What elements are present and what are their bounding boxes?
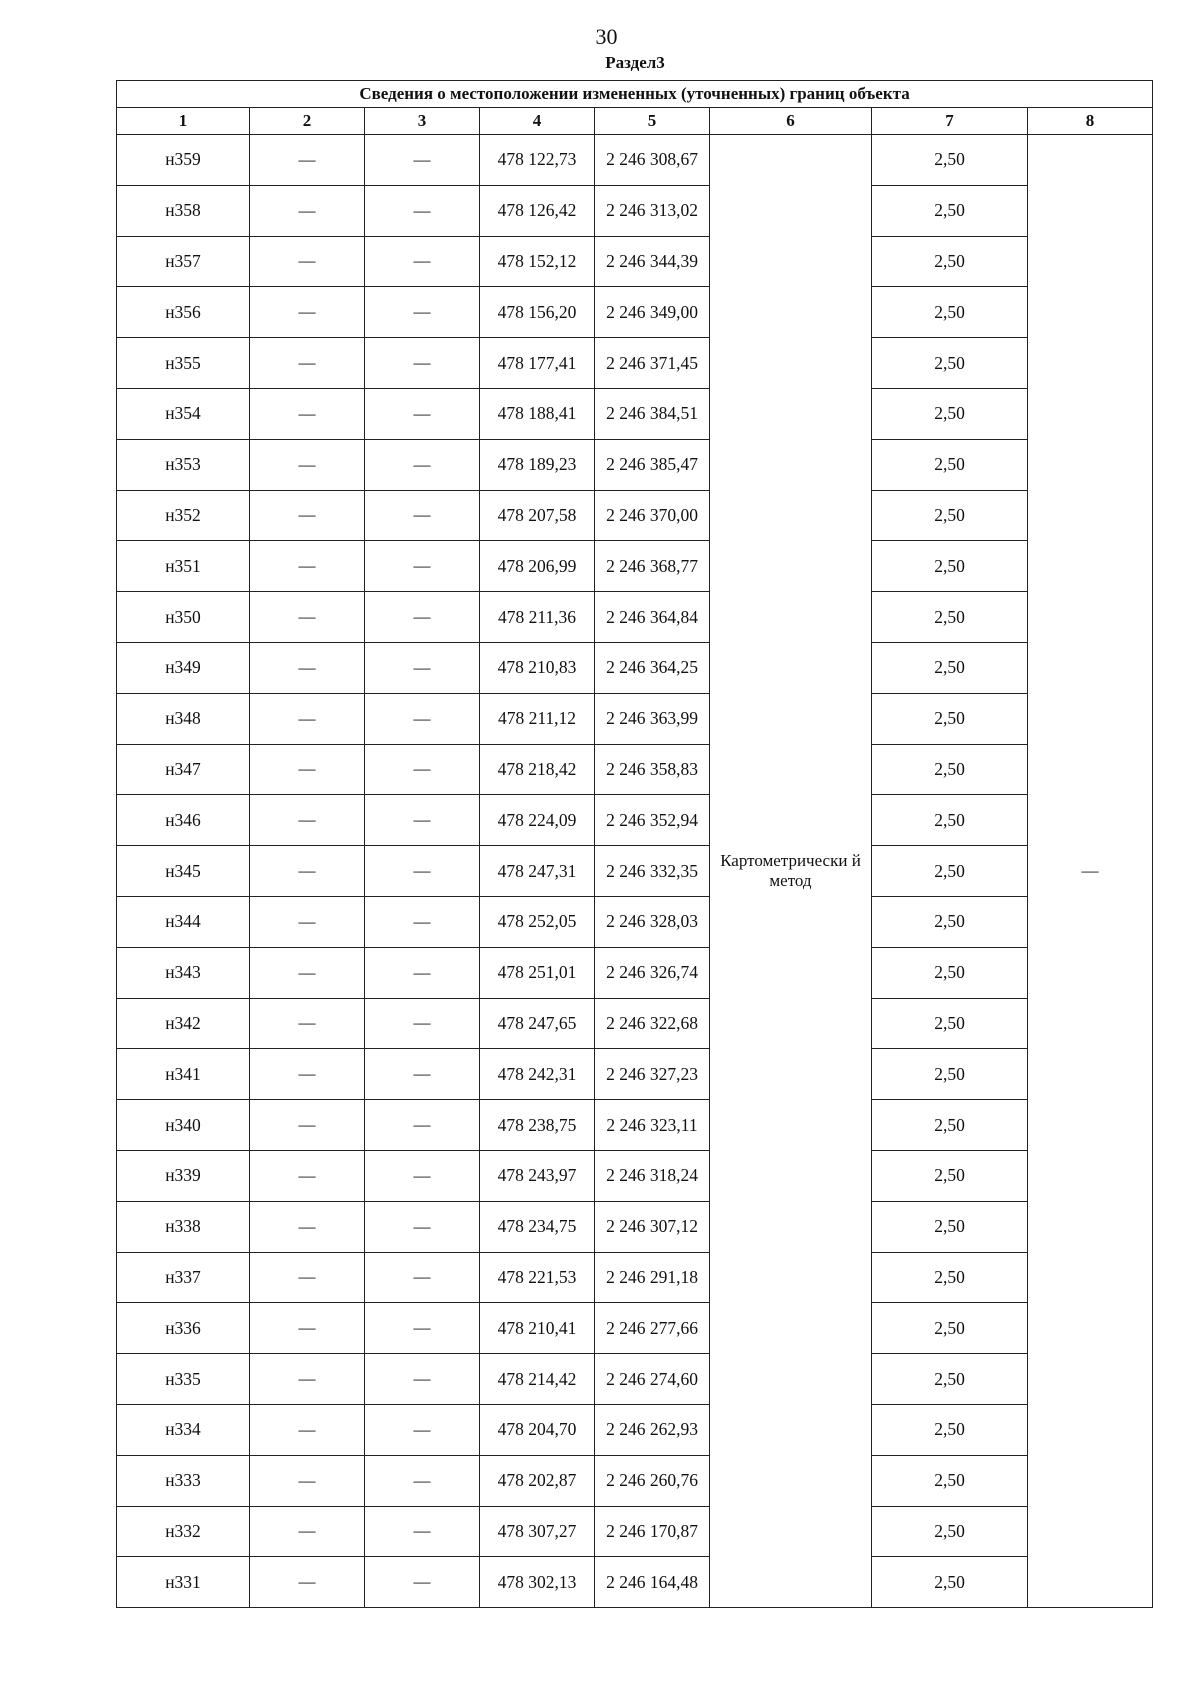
y-coordinate-cell: 2 246 364,84 [595,592,710,643]
col3-cell: — [365,1049,480,1100]
table-row [117,1201,1153,1252]
accuracy-cell: 2,50 [872,1455,1028,1506]
point-cell: н347 [117,744,250,795]
col3-cell: — [365,1150,480,1201]
point-cell: н346 [117,795,250,846]
y-coordinate-cell: 2 246 308,67 [595,135,710,186]
table-row [117,744,1153,795]
table-row [117,1100,1153,1151]
col2-cell: — [250,947,365,998]
table-row [117,287,1153,338]
x-coordinate-cell: 478 152,12 [480,236,595,287]
accuracy-cell: 2,50 [872,236,1028,287]
column-number-6: 6 [710,108,872,135]
x-coordinate-cell: 478 243,97 [480,1150,595,1201]
accuracy-cell: 2,50 [872,1150,1028,1201]
table-row [117,795,1153,846]
point-cell: н355 [117,338,250,389]
y-coordinate-cell: 2 246 291,18 [595,1252,710,1303]
y-coordinate-cell: 2 246 313,02 [595,185,710,236]
col3-cell: — [365,998,480,1049]
accuracy-cell: 2,50 [872,135,1028,186]
col2-cell: — [250,338,365,389]
point-cell: н356 [117,287,250,338]
x-coordinate-cell: 478 210,41 [480,1303,595,1354]
point-cell: н344 [117,896,250,947]
table-row [117,135,1153,186]
x-coordinate-cell: 478 238,75 [480,1100,595,1151]
col2-cell: — [250,795,365,846]
col2-cell: — [250,541,365,592]
y-coordinate-cell: 2 246 262,93 [595,1404,710,1455]
accuracy-cell: 2,50 [872,1100,1028,1151]
accuracy-cell: 2,50 [872,592,1028,643]
col2-cell: — [250,1354,365,1405]
point-cell: н349 [117,642,250,693]
col2-cell: — [250,1252,365,1303]
y-coordinate-cell: 2 246 326,74 [595,947,710,998]
col3-cell: — [365,896,480,947]
col8-cell: — [1028,135,1153,1608]
table-row [117,592,1153,643]
col3-cell: — [365,795,480,846]
table-row [117,490,1153,541]
col2-cell: — [250,642,365,693]
y-coordinate-cell: 2 246 349,00 [595,287,710,338]
x-coordinate-cell: 478 189,23 [480,439,595,490]
accuracy-cell: 2,50 [872,1354,1028,1405]
table-body [117,135,1153,1608]
accuracy-cell: 2,50 [872,287,1028,338]
y-coordinate-cell: 2 246 385,47 [595,439,710,490]
col2-cell: — [250,439,365,490]
point-cell: н353 [117,439,250,490]
col2-cell: — [250,287,365,338]
accuracy-cell: 2,50 [872,1252,1028,1303]
accuracy-cell: 2,50 [872,388,1028,439]
accuracy-cell: 2,50 [872,338,1028,389]
table-row [117,998,1153,1049]
point-cell: н340 [117,1100,250,1151]
x-coordinate-cell: 478 251,01 [480,947,595,998]
y-coordinate-cell: 2 246 358,83 [595,744,710,795]
accuracy-cell: 2,50 [872,439,1028,490]
x-coordinate-cell: 478 210,83 [480,642,595,693]
table-row [117,896,1153,947]
table-row [117,1252,1153,1303]
x-coordinate-cell: 478 207,58 [480,490,595,541]
x-coordinate-cell: 478 242,31 [480,1049,595,1100]
accuracy-cell: 2,50 [872,896,1028,947]
y-coordinate-cell: 2 246 323,11 [595,1100,710,1151]
col2-cell: — [250,185,365,236]
col2-cell: — [250,693,365,744]
column-number-7: 7 [872,108,1028,135]
table-row [117,1404,1153,1455]
x-coordinate-cell: 478 221,53 [480,1252,595,1303]
table-row [117,185,1153,236]
col3-cell: — [365,287,480,338]
table-row [117,846,1153,897]
column-number-3: 3 [365,108,480,135]
point-cell: н338 [117,1201,250,1252]
table-row [117,541,1153,592]
col3-cell: — [365,439,480,490]
table-row [117,1506,1153,1557]
x-coordinate-cell: 478 252,05 [480,896,595,947]
accuracy-cell: 2,50 [872,1404,1028,1455]
x-coordinate-cell: 478 211,12 [480,693,595,744]
col3-cell: — [365,185,480,236]
col2-cell: — [250,1201,365,1252]
col3-cell: — [365,1252,480,1303]
col3-cell: — [365,1100,480,1151]
col3-cell: — [365,846,480,897]
table-row [117,642,1153,693]
y-coordinate-cell: 2 246 277,66 [595,1303,710,1354]
col2-cell: — [250,490,365,541]
col3-cell: — [365,1201,480,1252]
col3-cell: — [365,1506,480,1557]
point-cell: н358 [117,185,250,236]
table-caption: Сведения о местоположении измененных (уточненных) границ объекта [117,81,1153,108]
col2-cell: — [250,846,365,897]
y-coordinate-cell: 2 246 384,51 [595,388,710,439]
y-coordinate-cell: 2 246 363,99 [595,693,710,744]
y-coordinate-cell: 2 246 371,45 [595,338,710,389]
accuracy-cell: 2,50 [872,846,1028,897]
y-coordinate-cell: 2 246 368,77 [595,541,710,592]
point-cell: н359 [117,135,250,186]
table-row [117,1455,1153,1506]
col3-cell: — [365,541,480,592]
point-cell: н337 [117,1252,250,1303]
x-coordinate-cell: 478 211,36 [480,592,595,643]
point-cell: н336 [117,1303,250,1354]
column-number-5: 5 [595,108,710,135]
accuracy-cell: 2,50 [872,1303,1028,1354]
x-coordinate-cell: 478 156,20 [480,287,595,338]
point-cell: н331 [117,1557,250,1608]
accuracy-cell: 2,50 [872,998,1028,1049]
col3-cell: — [365,1354,480,1405]
accuracy-cell: 2,50 [872,693,1028,744]
col3-cell: — [365,1557,480,1608]
x-coordinate-cell: 478 206,99 [480,541,595,592]
point-cell: н335 [117,1354,250,1405]
y-coordinate-cell: 2 246 370,00 [595,490,710,541]
col3-cell: — [365,592,480,643]
col3-cell: — [365,744,480,795]
col3-cell: — [365,1404,480,1455]
y-coordinate-cell: 2 246 307,12 [595,1201,710,1252]
col3-cell: — [365,236,480,287]
x-coordinate-cell: 478 247,65 [480,998,595,1049]
table-row [117,1354,1153,1405]
point-cell: н341 [117,1049,250,1100]
col2-cell: — [250,998,365,1049]
page-number: 30 [595,24,618,49]
col3-cell: — [365,388,480,439]
table-row [117,338,1153,389]
point-cell: н348 [117,693,250,744]
col2-cell: — [250,1100,365,1151]
col2-cell: — [250,236,365,287]
accuracy-cell: 2,50 [872,1557,1028,1608]
y-coordinate-cell: 2 246 318,24 [595,1150,710,1201]
accuracy-cell: 2,50 [872,1506,1028,1557]
table-row [117,1557,1153,1608]
y-coordinate-cell: 2 246 274,60 [595,1354,710,1405]
col3-cell: — [365,693,480,744]
accuracy-cell: 2,50 [872,185,1028,236]
table-row [117,1150,1153,1201]
x-coordinate-cell: 478 218,42 [480,744,595,795]
table-row [117,1049,1153,1100]
accuracy-cell: 2,50 [872,490,1028,541]
method-cell: Картометрически й метод [710,135,872,1608]
col2-cell: — [250,1557,365,1608]
column-number-4: 4 [480,108,595,135]
x-coordinate-cell: 478 307,27 [480,1506,595,1557]
point-cell: н342 [117,998,250,1049]
point-cell: н354 [117,388,250,439]
col3-cell: — [365,1303,480,1354]
col3-cell: — [365,1455,480,1506]
x-coordinate-cell: 478 202,87 [480,1455,595,1506]
accuracy-cell: 2,50 [872,642,1028,693]
col3-cell: — [365,947,480,998]
accuracy-cell: 2,50 [872,744,1028,795]
point-cell: н345 [117,846,250,897]
col2-cell: — [250,1506,365,1557]
table-row [117,693,1153,744]
section-title: Раздел3 [605,53,665,72]
column-number-8: 8 [1028,108,1153,135]
boundary-points-table [116,80,1153,1608]
x-coordinate-cell: 478 188,41 [480,388,595,439]
col2-cell: — [250,1303,365,1354]
y-coordinate-cell: 2 246 260,76 [595,1455,710,1506]
table-row [117,439,1153,490]
y-coordinate-cell: 2 246 344,39 [595,236,710,287]
point-cell: н334 [117,1404,250,1455]
y-coordinate-cell: 2 246 322,68 [595,998,710,1049]
col2-cell: — [250,896,365,947]
y-coordinate-cell: 2 246 364,25 [595,642,710,693]
point-cell: н350 [117,592,250,643]
point-cell: н339 [117,1150,250,1201]
accuracy-cell: 2,50 [872,1049,1028,1100]
point-cell: н332 [117,1506,250,1557]
col2-cell: — [250,388,365,439]
x-coordinate-cell: 478 224,09 [480,795,595,846]
col2-cell: — [250,1049,365,1100]
col2-cell: — [250,1455,365,1506]
y-coordinate-cell: 2 246 170,87 [595,1506,710,1557]
col2-cell: — [250,744,365,795]
table-row [117,388,1153,439]
y-coordinate-cell: 2 246 327,23 [595,1049,710,1100]
point-cell: н357 [117,236,250,287]
accuracy-cell: 2,50 [872,947,1028,998]
col2-cell: — [250,1150,365,1201]
point-cell: н352 [117,490,250,541]
y-coordinate-cell: 2 246 328,03 [595,896,710,947]
col2-cell: — [250,135,365,186]
x-coordinate-cell: 478 214,42 [480,1354,595,1405]
x-coordinate-cell: 478 234,75 [480,1201,595,1252]
x-coordinate-cell: 478 126,42 [480,185,595,236]
y-coordinate-cell: 2 246 332,35 [595,846,710,897]
point-cell: н333 [117,1455,250,1506]
accuracy-cell: 2,50 [872,795,1028,846]
column-number-2: 2 [250,108,365,135]
x-coordinate-cell: 478 247,31 [480,846,595,897]
point-cell: н343 [117,947,250,998]
column-number-1: 1 [117,108,250,135]
x-coordinate-cell: 478 302,13 [480,1557,595,1608]
col3-cell: — [365,642,480,693]
col3-cell: — [365,490,480,541]
table-row [117,236,1153,287]
x-coordinate-cell: 478 204,70 [480,1404,595,1455]
accuracy-cell: 2,50 [872,541,1028,592]
table-row [117,1303,1153,1354]
accuracy-cell: 2,50 [872,1201,1028,1252]
col3-cell: — [365,135,480,186]
x-coordinate-cell: 478 122,73 [480,135,595,186]
point-cell: н351 [117,541,250,592]
y-coordinate-cell: 2 246 352,94 [595,795,710,846]
col3-cell: — [365,338,480,389]
x-coordinate-cell: 478 177,41 [480,338,595,389]
table-row [117,947,1153,998]
col2-cell: — [250,1404,365,1455]
col2-cell: — [250,592,365,643]
y-coordinate-cell: 2 246 164,48 [595,1557,710,1608]
